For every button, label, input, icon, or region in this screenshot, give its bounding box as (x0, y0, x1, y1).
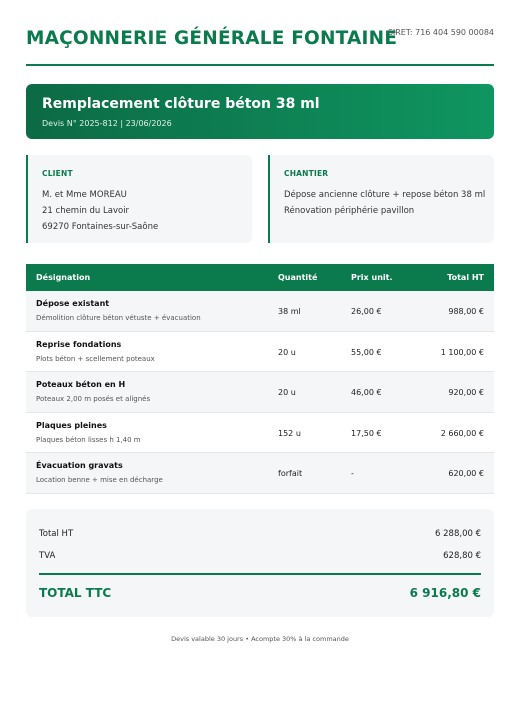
row-description: Poteaux 2,00 m posés et alignés (36, 395, 151, 403)
row-unit-price: 17,50 € (351, 428, 382, 438)
header-quantity: Quantité (278, 273, 318, 282)
row-quantity: 20 u (278, 347, 296, 357)
company-name: MAÇONNERIE GÉNÉRALE FONTAINE (26, 28, 398, 49)
client-card-title: CLIENT (42, 169, 73, 178)
header-total-ht: Total HT (447, 273, 484, 282)
row-total: 620,00 € (448, 469, 484, 478)
row-designation: Poteaux béton en H (36, 380, 126, 389)
tva-value: 628,80 € (443, 551, 481, 561)
quote-title: Remplacement clôture béton 38 ml (42, 96, 320, 112)
tva-label: TVA (39, 551, 56, 561)
totals-panel (26, 509, 494, 617)
client-street: 21 chemin du Lavoir (42, 206, 130, 216)
row-designation: Reprise fondations (36, 339, 122, 349)
chantier-detail: Rénovation périphérie pavillon (284, 206, 415, 216)
table-header (26, 264, 494, 291)
row-total: 920,00 € (448, 388, 484, 397)
header-designation: Désignation (36, 273, 91, 282)
row-total: 988,00 € (448, 307, 484, 316)
total-ht-value: 6 288,00 € (435, 529, 481, 539)
row-quantity: 152 u (278, 428, 301, 438)
row-quantity: 38 ml (278, 307, 301, 316)
row-designation: Dépose existant (36, 299, 110, 308)
chantier-card (268, 155, 494, 243)
table-row (26, 332, 494, 373)
table-row (26, 291, 494, 332)
document-header (26, 26, 494, 66)
quote-table (26, 264, 494, 494)
row-unit-price: 26,00 € (351, 307, 382, 316)
chantier-card-title: CHANTIER (284, 169, 329, 178)
row-description: Plaques béton lisses h 1,40 m (36, 435, 141, 444)
totals-divider (39, 573, 481, 575)
client-name: M. et Mme MOREAU (42, 190, 127, 200)
quote-banner (26, 84, 494, 139)
row-unit-price: - (351, 469, 354, 478)
total-ttc-label: TOTAL TTC (39, 586, 112, 600)
row-quantity: forfait (278, 469, 303, 478)
row-total: 2 660,00 € (440, 428, 484, 438)
row-designation: Évacuation gravats (36, 461, 123, 470)
row-description: Démolition clôture béton vétuste + évacuation (36, 314, 201, 322)
table-row (26, 453, 494, 494)
client-city: 69270 Fontaines-sur-Saône (42, 222, 159, 232)
quote-number-date: Devis N° 2025-812 | 23/06/2026 (42, 119, 172, 128)
row-description: Plots béton + scellement poteaux (36, 354, 155, 363)
row-designation: Plaques pleines (36, 420, 107, 430)
siret-number: SIRET: 716 404 590 00084 (387, 28, 494, 37)
chantier-description: Dépose ancienne clôture + repose béton 38 ml (284, 190, 486, 200)
row-total: 1 100,00 € (440, 347, 484, 357)
table-row (26, 372, 494, 413)
row-quantity: 20 u (278, 388, 296, 397)
header-unit-price: Prix unit. (351, 273, 393, 282)
total-ht-label: Total HT (39, 529, 74, 539)
row-unit-price: 46,00 € (351, 388, 382, 397)
footer-note: Devis valable 30 jours • Acompte 30% à la commande (171, 635, 349, 643)
total-ttc-value: 6 916,80 € (409, 586, 481, 600)
row-unit-price: 55,00 € (351, 347, 382, 357)
row-description: Location benne + mise en décharge (36, 476, 163, 484)
client-card (26, 155, 252, 243)
table-row (26, 413, 494, 454)
